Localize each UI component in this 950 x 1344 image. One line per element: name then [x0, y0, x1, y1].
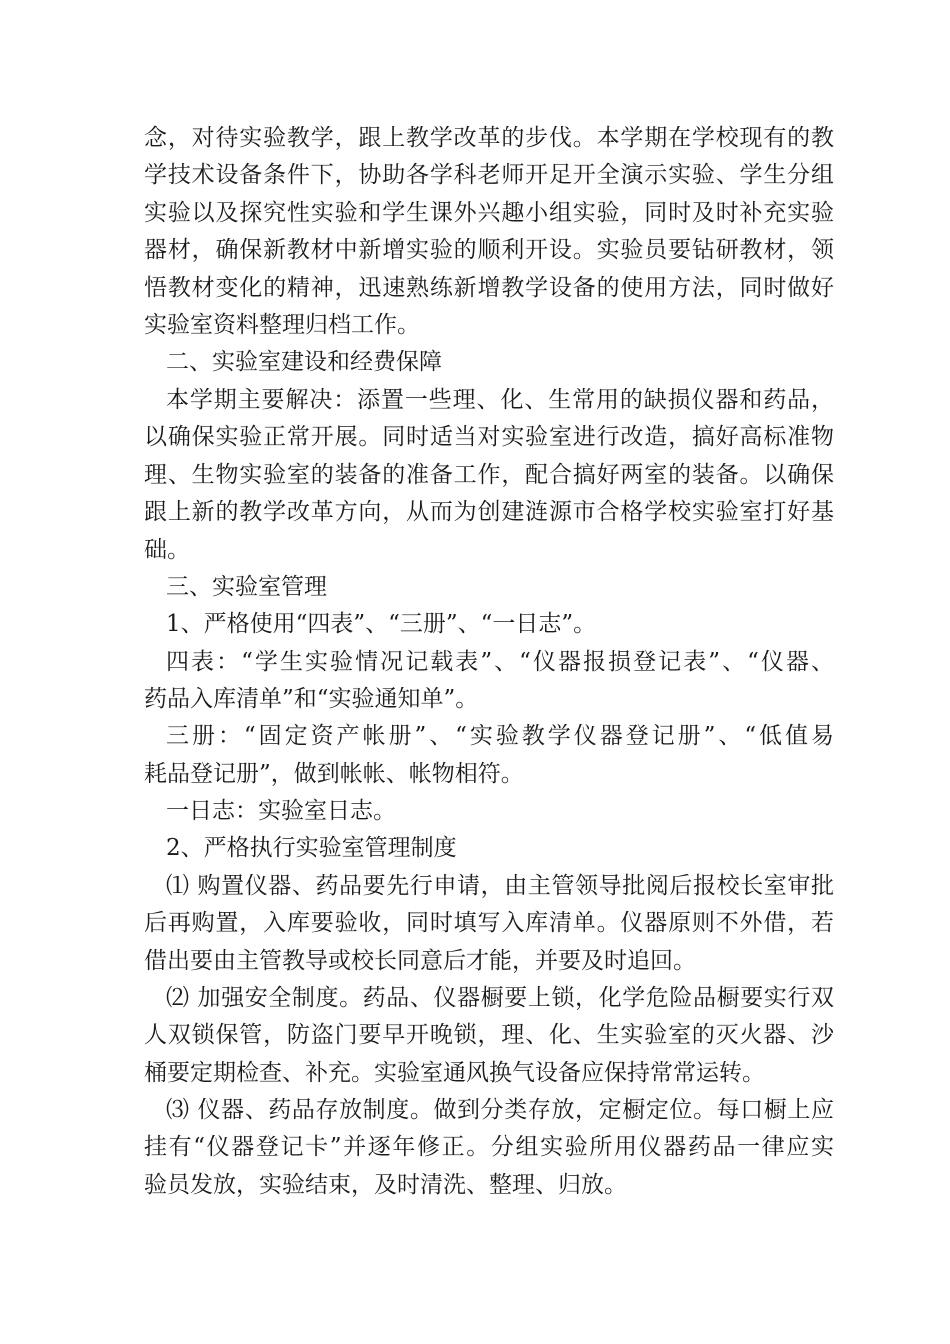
paragraph-line: ⑶ 仪器、药品存放制度。做到分类存放，定橱定位。每口橱上应 — [166, 1097, 834, 1123]
paragraph-line: 跟上新的教学改革方向，从而为创建涟源市合格学校实验室打好基 — [144, 499, 834, 525]
paragraph-line: 理、生物实验室的装备的准备工作，配合搞好两室的装备。以确保 — [144, 462, 834, 488]
paragraph-line: 实验以及探究性实验和学生课外兴趣小组实验，同时及时补充实验 — [144, 200, 834, 226]
paragraph-line: 以确保实验正常开展。同时适当对实验室进行改造，搞好高标准物 — [144, 424, 834, 450]
paragraph-line: 药品入库清单”和“实验通知单”。 — [144, 686, 479, 712]
section-heading: 二、实验室建设和经费保障 — [166, 349, 442, 375]
paragraph-line: 借出要由主管教导或校长同意后才能，并要及时追回。 — [144, 948, 696, 974]
paragraph-line: 悟教材变化的精神，迅速熟练新增教学设备的使用方法，同时做好 — [144, 275, 834, 301]
paragraph-line: 器材，确保新教材中新增实验的顺利开设。实验员要钻研教材，领 — [144, 237, 834, 263]
paragraph-line: 人双锁保管，防盗门要早开晚锁，理、化、生实验室的灭火器、沙 — [144, 1022, 834, 1048]
subsection-heading: 1、严格使用“四表”、“三册”、“一日志”。 — [166, 611, 597, 637]
paragraph-line: ⑵ 加强安全制度。药品、仪器橱要上锁，化学危险品橱要实行双 — [166, 985, 834, 1011]
paragraph-line: 学技术设备条件下，协助各学科老师开足开全演示实验、学生分组 — [144, 162, 834, 188]
paragraph-line: 验员发放，实验结束，及时清洗、整理、归放。 — [144, 1172, 627, 1198]
subsection-heading: 2、严格执行实验室管理制度 — [166, 835, 457, 861]
paragraph-line: 一日志：实验室日志。 — [166, 798, 396, 824]
paragraph-line: 后再购置，入库要验收，同时填写入库清单。仪器原则不外借，若 — [144, 910, 834, 936]
paragraph-line: 念，对待实验教学，跟上教学改革的步伐。本学期在学校现有的教 — [144, 125, 834, 151]
paragraph-line: 三册：“固定资产帐册”、“实验教学仪器登记册”、“低值易 — [166, 723, 834, 749]
paragraph-line: 桶要定期检查、补充。实验室通风换气设备应保持常常运转。 — [144, 1060, 765, 1086]
section-heading: 三、实验室管理 — [166, 574, 327, 600]
paragraph-line: 挂有“仪器登记卡”并逐年修正。分组实验所用仪器药品一律应实 — [144, 1134, 834, 1160]
paragraph-line: 础。 — [144, 537, 190, 563]
paragraph-line: 四表：“学生实验情况记载表”、“仪器报损登记表”、“仪器、 — [166, 649, 834, 675]
paragraph-line: 耗品登记册”，做到帐帐、帐物相符。 — [144, 761, 524, 787]
paragraph-line: 实验室资料整理归档工作。 — [144, 312, 420, 338]
paragraph-line: 本学期主要解决：添置一些理、化、生常用的缺损仪器和药品， — [166, 387, 834, 413]
paragraph-line: ⑴ 购置仪器、药品要先行申请，由主管领导批阅后报校长室审批 — [166, 873, 834, 899]
